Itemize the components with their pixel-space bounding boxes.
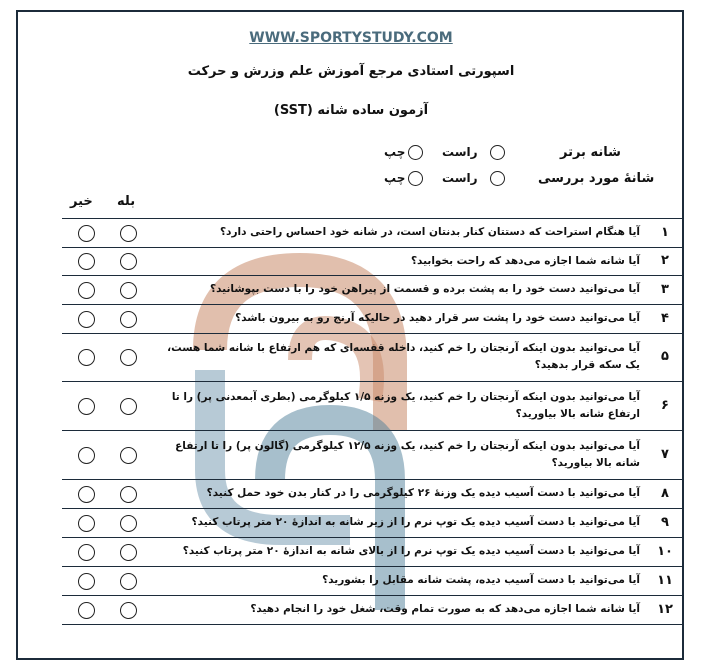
yes-radio[interactable] (120, 544, 137, 561)
question-number: ۱ (661, 224, 669, 240)
radio-button[interactable] (490, 171, 505, 186)
row-divider (62, 381, 684, 382)
question-text: آیا می‌توانید بدون اینکه آرنجتان را خم کنید، داخله قفسه‌ای که هم ارتفاع با شانه شما هست، یک سکه قرار بدهید؟ (167, 342, 640, 371)
question-number: ۴ (661, 310, 669, 326)
row-divider (62, 304, 684, 305)
yes-radio[interactable] (120, 515, 137, 532)
subtitle: اسپورتی استادی مرجع آموزش علم وزرش و حرکت (187, 64, 515, 79)
right-label: راست (442, 145, 478, 159)
dominant-left-option[interactable] (384, 141, 423, 163)
question-number: ۳ (661, 281, 669, 297)
no-radio[interactable] (78, 311, 95, 328)
yes-radio[interactable] (120, 447, 137, 464)
radio-button[interactable] (490, 145, 505, 160)
no-column-header: خیر (70, 194, 93, 209)
question-text: آیا شانه شما اجازه می‌دهد که راحت بخوابید؟ (410, 254, 640, 267)
left-label: چپ (384, 145, 406, 159)
question-text: آیا هنگام استراحت که دستتان کنار بدنتان است، در شانه خود احساس راحتی دارد؟ (219, 226, 640, 238)
no-radio[interactable] (78, 225, 95, 242)
no-radio[interactable] (78, 515, 95, 532)
question-number: ۶ (661, 397, 669, 413)
no-radio[interactable] (78, 447, 95, 464)
yes-radio[interactable] (120, 573, 137, 590)
dominant-shoulder-label: شانه برتر (560, 144, 621, 160)
row-divider (62, 333, 684, 334)
no-radio[interactable] (78, 398, 95, 415)
yes-radio[interactable] (120, 225, 137, 242)
no-radio[interactable] (78, 602, 95, 619)
no-radio[interactable] (78, 544, 95, 561)
examined-right-option[interactable] (442, 167, 505, 189)
row-divider (62, 275, 684, 276)
question-number: ۷ (661, 446, 669, 462)
question-text: آیا می‌توانید بدون اینکه آرنجتان را خم کنید، یک وزنه ۱۲/۵ کیلوگرمی (گالون پر) را تا ارتفاع شانه بالا بیاورید؟ (175, 439, 640, 469)
left-label: چپ (384, 171, 406, 185)
question-text: آیا می‌توانید دست خود را به پشت برده و قسمت از پیراهن خود را با دست بپوشانید؟ (210, 283, 640, 295)
question-text: آیا می‌توانید دست خود را پشت سر قرار دهید در حالیکه آرنج رو به بیرون باشد؟ (235, 312, 640, 324)
question-number: ۸ (661, 485, 669, 501)
radio-button[interactable] (408, 171, 423, 186)
row-divider (62, 624, 684, 625)
question-text: آیا شانه شما اجازه می‌دهد که به صورت تمام وقت، شغل خود را انجام دهید؟ (250, 603, 640, 615)
row-divider (62, 247, 684, 248)
question-number: ۱۰ (657, 543, 673, 559)
site-url[interactable]: WWW.SPORTYSTUDY.COM (249, 30, 453, 46)
row-divider (62, 595, 684, 596)
no-radio[interactable] (78, 349, 95, 366)
no-radio[interactable] (78, 282, 95, 299)
row-divider (62, 430, 684, 431)
yes-column-header: بله (117, 194, 136, 209)
question-number: ۵ (661, 349, 669, 364)
yes-radio[interactable] (120, 398, 137, 415)
row-divider (62, 566, 684, 567)
yes-radio[interactable] (120, 349, 137, 366)
question-text: آیا می‌توانید با دست آسیب دیده، پشت شانه مقابل را بشورید؟ (322, 574, 640, 586)
question-number: ۱۲ (657, 601, 673, 617)
right-label: راست (442, 171, 478, 185)
yes-radio[interactable] (120, 486, 137, 503)
yes-radio[interactable] (120, 602, 137, 619)
radio-button[interactable] (408, 145, 423, 160)
question-text: آیا می‌توانید با دست آسیب دیده یک توپ نرم را از بالای شانه به اندازهٔ ۲۰ متر پرتاب کنید؟ (182, 545, 640, 557)
dominant-right-option[interactable] (442, 141, 505, 163)
row-divider (62, 479, 684, 480)
examined-left-option[interactable] (384, 167, 423, 189)
no-radio[interactable] (78, 486, 95, 503)
question-number: ۲ (661, 253, 669, 268)
row-divider (62, 218, 684, 219)
question-text: آیا می‌توانید با دست آسیب دیده یک توپ نرم را از زیر شانه به اندازهٔ ۲۰ متر پرتاب کنید؟ (191, 516, 640, 528)
no-radio[interactable] (78, 573, 95, 590)
yes-radio[interactable] (120, 253, 137, 270)
question-number: ۱۱ (657, 572, 673, 588)
question-text: آیا می‌توانید با دست آسیب دیده یک وزنهٔ ۲۶ کیلوگرمی را در کنار بدن خود حمل کنید؟ (206, 487, 640, 499)
row-divider (62, 537, 684, 538)
question-text: آیا می‌توانید بدون اینکه آرنجتان را خم کنید، یک وزنه ۱/۵ کیلوگرمی (بطری آبمعدنی پر) را تا ارتفاع شانه بالا بیاورید؟ (171, 390, 640, 420)
test-title: آزمون ساده شانه (SST) (273, 103, 429, 118)
question-number: ۹ (661, 514, 669, 530)
examined-shoulder-label: شانهٔ مورد بررسی (538, 170, 655, 186)
yes-radio[interactable] (120, 282, 137, 299)
row-divider (62, 508, 684, 509)
yes-radio[interactable] (120, 311, 137, 328)
no-radio[interactable] (78, 253, 95, 270)
